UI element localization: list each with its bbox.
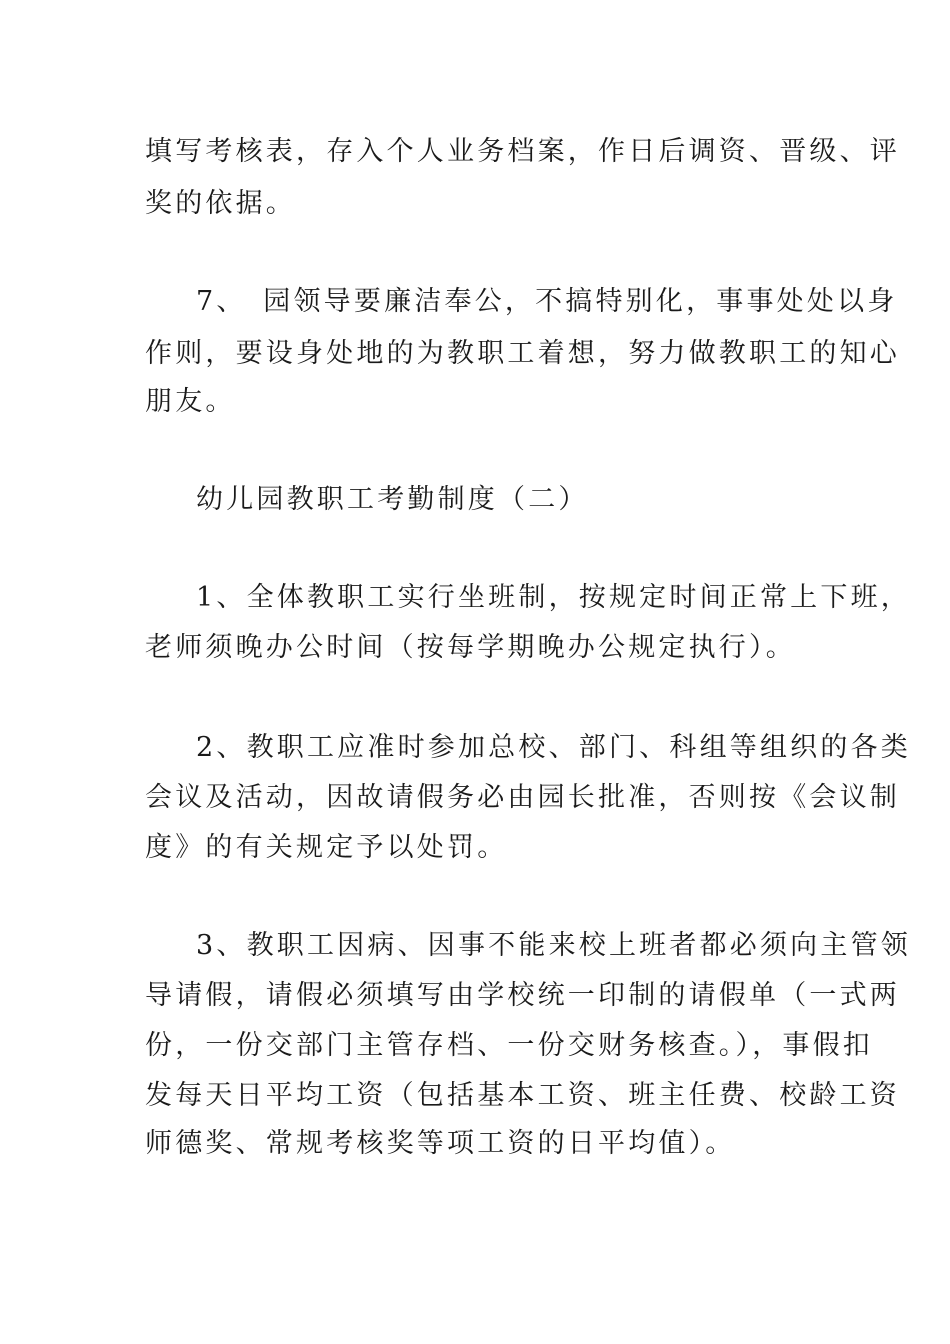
- paragraph-line: 朋友。: [145, 386, 236, 417]
- paragraph-line: 7、 园领导要廉洁奉公，不搞特别化，事事处处以身: [196, 286, 898, 317]
- paragraph-line: 填写考核表，存入个人业务档案，作日后调资、晋级、评: [145, 136, 900, 167]
- paragraph-line: 老师须晚办公时间（按每学期晚办公规定执行）。: [145, 632, 796, 663]
- paragraph-line: 师德奖、常规考核奖等项工资的日平均值）。: [145, 1128, 736, 1159]
- section-heading: 幼儿园教职工考勤制度（二）: [196, 484, 589, 515]
- paragraph-line: 份，一份交部门主管存档、一份交财务核查。），事假扣: [145, 1030, 873, 1061]
- paragraph-line: 会议及活动，因故请假务必由园长批准，否则按《会议制: [145, 782, 900, 813]
- paragraph-line: 1、全体教职工实行坐班制，按规定时间正常上下班，: [196, 582, 911, 613]
- paragraph-line: 3、教职工因病、因事不能来校上班者都必须向主管领: [196, 930, 911, 961]
- paragraph-line: 2、教职工应准时参加总校、部门、科组等组织的各类: [196, 732, 911, 763]
- paragraph-line: 发每天日平均工资（包括基本工资、班主任费、校龄工资: [145, 1080, 900, 1111]
- paragraph-line: 导请假，请假必须填写由学校统一印制的请假单（一式两: [145, 980, 900, 1011]
- paragraph-line: 作则，要设身处地的为教职工着想，努力做教职工的知心: [145, 338, 900, 369]
- paragraph-line: 度》的有关规定予以处罚。: [145, 832, 508, 863]
- paragraph-line: 奖的依据。: [145, 188, 296, 219]
